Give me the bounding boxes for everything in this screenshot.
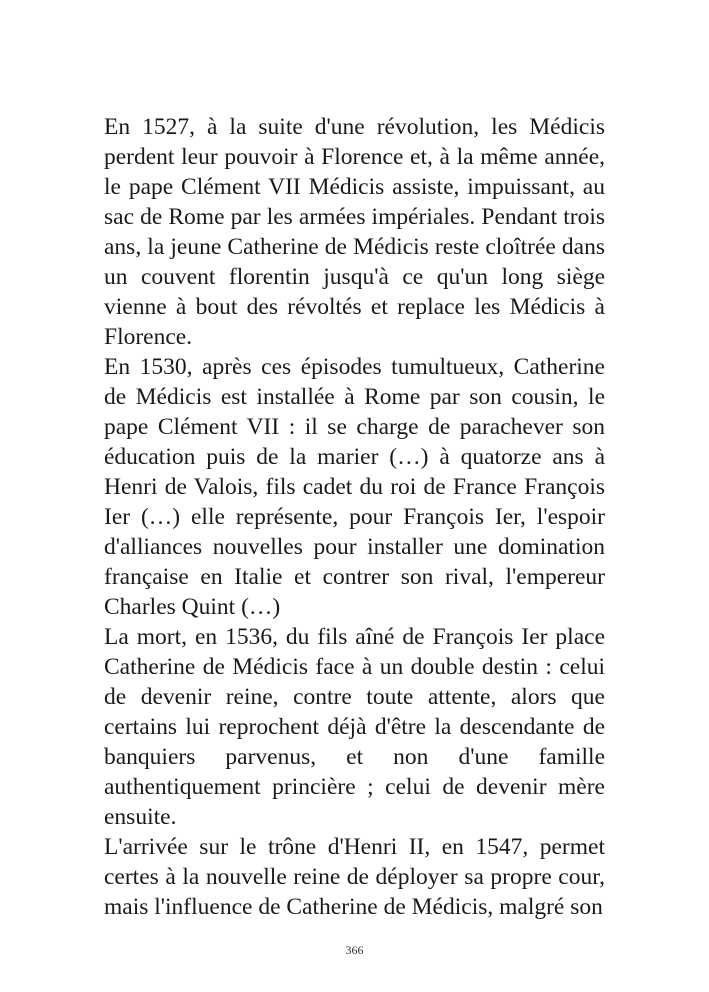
- page-number: 366: [345, 943, 364, 957]
- body-text: [104, 112, 605, 922]
- paragraph-3: La mort, en 1536, du fils aîné de François Ier place Catherine de Médicis face à un double destin : celui de devenir reine, contre toute attente, alors que certains lui reprochent déjà d'être la descendante de banquiers parvenus, et non d'une famille authentiquement princière ; celui de devenir mère ensuite.: [104, 624, 605, 830]
- paragraph-4: L'arrivée sur le trône d'Henri II, en 1547, permet certes à la nouvelle reine de déployer sa propre cour, mais l'influence de Catherine de Médicis, malgré son: [104, 834, 605, 920]
- paragraph-2: En 1530, après ces épisodes tumultueux, Catherine de Médicis est installée à Rome par son cousin, le pape Clément VII : il se charge de parachever son éducation puis de la marier (…) à quatorze ans à Henri de Valois, fils cadet du roi de France François Ier (…) elle représente, pour François Ier, l'espoir d'alliances nouvelles pour installer une domination française en Italie et contrer son rival, l'empereur Charles Quint (…): [104, 354, 605, 620]
- paragraph-1: En 1527, à la suite d'une révolution, les Médicis perdent leur pouvoir à Florence et, à la même année, le pape Clément VII Médicis assiste, impuissant, au sac de Rome par les armées impériales. Pendant trois ans, la jeune Catherine de Médicis reste cloîtrée dans un couvent florentin jusqu'à ce qu'un long siège vienne à bout des révoltés et replace les Médicis à Florence.: [104, 114, 605, 350]
